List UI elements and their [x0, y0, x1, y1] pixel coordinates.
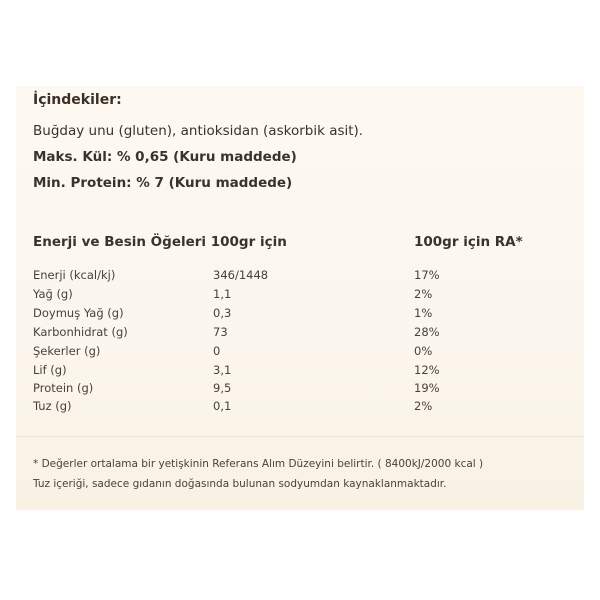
nutrient-ra: 28%	[414, 325, 440, 339]
nutrition-card	[16, 86, 584, 510]
table-row	[33, 306, 553, 324]
nutrient-name: Lif (g)	[33, 363, 67, 377]
nutrient-name: Karbonhidrat (g)	[33, 325, 128, 339]
nutrient-ra: 12%	[414, 363, 440, 377]
footer-divider	[16, 436, 584, 437]
nutrient-value: 0,1	[213, 399, 232, 413]
reference-note: * Değerler ortalama bir yetişkinin Referans Alım Düzeyini belirtir. ( 8400kJ/2000 kcal )	[33, 458, 484, 470]
table-row	[33, 381, 553, 399]
ash-info: Maks. Kül: % 0,65 (Kuru maddede)	[33, 149, 297, 165]
nutrient-ra: 1%	[414, 306, 433, 320]
table-row	[33, 363, 553, 381]
nutrient-name: Yağ (g)	[33, 287, 73, 301]
table-row	[33, 287, 553, 305]
nutrient-name: Protein (g)	[33, 381, 94, 395]
nutrient-value: 73	[213, 325, 228, 339]
nutrient-value: 346/1448	[213, 268, 269, 282]
nutrient-ra: 2%	[414, 287, 433, 301]
nutrient-value: 3,1	[213, 363, 232, 377]
protein-info: Min. Protein: % 7 (Kuru maddede)	[33, 175, 293, 191]
nutrient-name: Enerji (kcal/kj)	[33, 268, 116, 282]
table-header-ra: 100gr için RA*	[414, 234, 523, 250]
table-row	[33, 325, 553, 343]
table-row	[33, 399, 553, 417]
nutrient-name: Şekerler (g)	[33, 344, 101, 358]
table-row	[33, 344, 553, 362]
nutrient-ra: 17%	[414, 268, 440, 282]
nutrient-value: 1,1	[213, 287, 232, 301]
ingredients-title: İçindekiler:	[33, 92, 122, 108]
table-header-nutrients: Enerji ve Besin Öğeleri 100gr için	[33, 234, 287, 250]
nutrient-ra: 0%	[414, 344, 433, 358]
nutrient-name: Tuz (g)	[33, 399, 72, 413]
nutrient-name: Doymuş Yağ (g)	[33, 306, 124, 320]
nutrient-value: 9,5	[213, 381, 232, 395]
nutrient-ra: 2%	[414, 399, 433, 413]
salt-note: Tuz içeriği, sadece gıdanın doğasında bulunan sodyumdan kaynaklanmaktadır.	[33, 478, 447, 490]
ingredients-text: Buğday unu (gluten), antioksidan (askorbik asit).	[33, 123, 364, 139]
nutrient-value: 0,3	[213, 306, 232, 320]
nutrient-value: 0	[213, 344, 221, 358]
table-row	[33, 268, 553, 286]
nutrient-ra: 19%	[414, 381, 440, 395]
